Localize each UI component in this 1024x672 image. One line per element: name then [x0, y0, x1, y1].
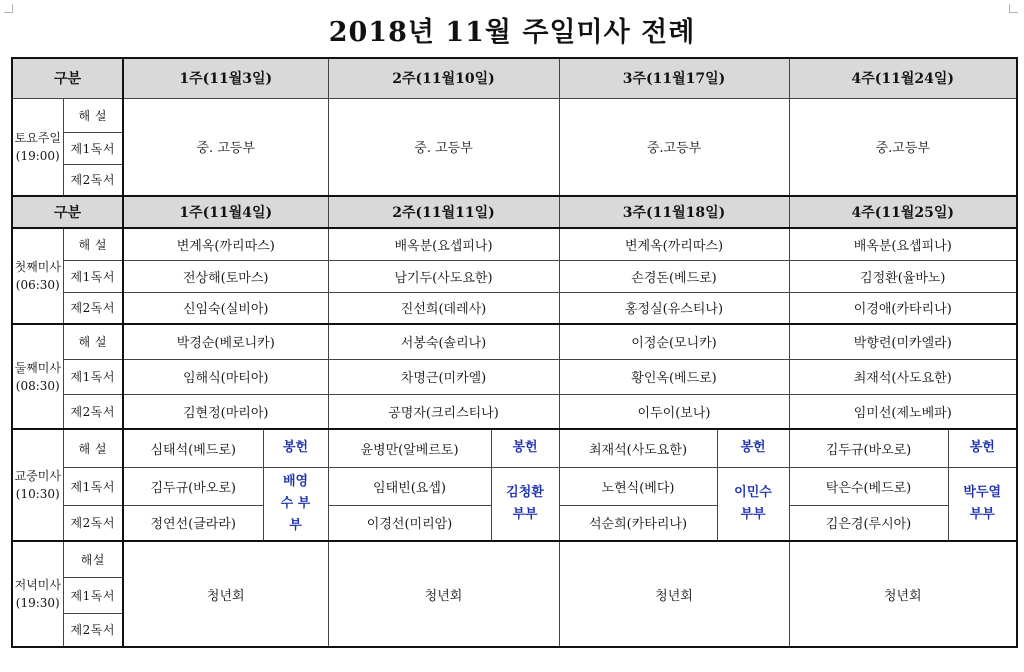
saturday-group-week-1: 중. 고등부	[123, 98, 328, 196]
evening-group-week-3: 청년회	[559, 541, 789, 647]
assignee-cell: 이경선(미리암)	[328, 505, 491, 541]
saturday-group-week-4: 중.고등부	[789, 98, 1017, 196]
offering-couple: 박두열 부부	[948, 467, 1017, 541]
role-first-reading: 제1독서	[63, 467, 123, 505]
role-first-reading: 제1독서	[63, 132, 123, 164]
role-commentary: 해 설	[63, 429, 123, 467]
saturday-group-week-3: 중.고등부	[559, 98, 789, 196]
assignee-cell: 정연선(글라라)	[123, 505, 263, 541]
assignee-cell: 이경애(카타리나)	[789, 292, 1017, 324]
offering-couple: 이민수 부부	[717, 467, 789, 541]
assignee-cell: 박향련(미카엘라)	[789, 324, 1017, 359]
assignee-cell: 탁은수(베드로)	[789, 467, 948, 505]
week-header-3: 3주(11월17일)	[559, 58, 789, 98]
header-row-saturday	[12, 58, 1017, 98]
role-first-reading: 제1독서	[63, 260, 123, 292]
week-header-4: 4주(11월25일)	[789, 196, 1017, 228]
assignee-cell: 김두규(바오로)	[123, 467, 263, 505]
offering-label: 봉헌	[263, 429, 328, 467]
assignee-cell: 신임숙(실비아)	[123, 292, 328, 324]
assignee-cell: 심태석(베드로)	[123, 429, 263, 467]
assignee-cell: 김현정(마리아)	[123, 394, 328, 429]
evening-group-week-4: 청년회	[789, 541, 1017, 647]
assignee-cell: 배옥분(요셉피나)	[328, 228, 559, 260]
second-mass-row-reading1	[12, 359, 1017, 394]
assignee-cell: 남기두(사도요한)	[328, 260, 559, 292]
assignee-cell: 이정순(모니카)	[559, 324, 789, 359]
assignee-cell: 홍정실(유스티나)	[559, 292, 789, 324]
assignee-cell: 임해식(마티아)	[123, 359, 328, 394]
saturday-row-commentary	[12, 98, 1017, 132]
second-mass-row-commentary	[12, 324, 1017, 359]
saturday-group-week-2: 중. 고등부	[328, 98, 559, 196]
header-label: 구분	[12, 196, 123, 228]
assignee-cell: 변계옥(까리따스)	[123, 228, 328, 260]
mass-time: (10:30)	[15, 487, 60, 501]
mass-time: (19:00)	[15, 148, 60, 163]
week-header-1: 1주(11월3일)	[123, 58, 328, 98]
assignee-cell: 임태빈(요셉)	[328, 467, 491, 505]
role-second-reading: 제2독서	[63, 164, 123, 196]
role-first-reading: 제1독서	[63, 359, 123, 394]
mass-name: 토요주일	[14, 130, 61, 145]
assignee-cell: 김은경(루시아)	[789, 505, 948, 541]
role-second-reading: 제2독서	[63, 505, 123, 541]
assignee-cell: 차명근(미카엘)	[328, 359, 559, 394]
first-mass-row-reading1	[12, 260, 1017, 292]
role-second-reading: 제2독서	[63, 292, 123, 324]
week-header-2: 2주(11월10일)	[328, 58, 559, 98]
role-commentary: 해설	[63, 541, 123, 577]
assignee-cell: 임미선(제노베파)	[789, 394, 1017, 429]
week-header-2: 2주(11월11일)	[328, 196, 559, 228]
assignee-cell: 손경돈(베드로)	[559, 260, 789, 292]
assignee-cell: 최재석(사도요한)	[559, 429, 717, 467]
assignee-cell: 최재석(사도요한)	[789, 359, 1017, 394]
mass-label-saturday	[12, 98, 63, 196]
offering-couple: 김청환 부부	[491, 467, 559, 541]
mass-label-second	[12, 324, 63, 429]
evening-group-week-1: 청년회	[123, 541, 328, 647]
week-header-3: 3주(11월18일)	[559, 196, 789, 228]
mass-time: (08:30)	[15, 378, 60, 393]
evening-mass-row-commentary	[12, 541, 1017, 577]
mass-name: 첫째미사	[14, 260, 61, 274]
week-header-4: 4주(11월24일)	[789, 58, 1017, 98]
role-commentary: 해 설	[63, 324, 123, 359]
assignee-cell: 진선희(데레사)	[328, 292, 559, 324]
role-second-reading: 제2독서	[63, 394, 123, 429]
week-header-1: 1주(11월4일)	[123, 196, 328, 228]
assignee-cell: 노현식(베다)	[559, 467, 717, 505]
header-row-sunday	[12, 196, 1017, 228]
mass-time: (06:30)	[15, 278, 60, 292]
main-mass-row-commentary	[12, 429, 1017, 467]
mass-name: 둘째미사	[14, 360, 61, 375]
assignee-cell: 석순희(카타리나)	[559, 505, 717, 541]
mass-name: 저녁미사	[14, 578, 61, 592]
offering-label: 봉헌	[948, 429, 1017, 467]
header-label: 구분	[12, 58, 123, 98]
offering-label: 봉헌	[491, 429, 559, 467]
assignee-cell: 박경순(베로니카)	[123, 324, 328, 359]
role-commentary: 해 설	[63, 98, 123, 132]
assignee-cell: 서봉숙(솔리나)	[328, 324, 559, 359]
offering-couple: 배영수 부부	[263, 467, 328, 541]
mass-time: (19:30)	[15, 596, 60, 610]
mass-label-main	[12, 429, 63, 541]
offering-label: 봉헌	[717, 429, 789, 467]
mass-name: 교중미사	[14, 469, 61, 483]
assignee-cell: 김정환(율바노)	[789, 260, 1017, 292]
main-mass-row-reading1	[12, 467, 1017, 505]
assignee-cell: 공명자(크리스티나)	[328, 394, 559, 429]
page-title: 2018년 11월 주일미사 전례	[328, 17, 696, 48]
assignee-cell: 황인옥(베드로)	[559, 359, 789, 394]
assignee-cell: 전상해(토마스)	[123, 260, 328, 292]
mass-label-evening	[12, 541, 63, 647]
assignee-cell: 김두규(바오로)	[789, 429, 948, 467]
role-commentary: 해 설	[63, 228, 123, 260]
assignee-cell: 변계옥(까리따스)	[559, 228, 789, 260]
role-first-reading: 제1독서	[63, 577, 123, 613]
first-mass-row-reading2	[12, 292, 1017, 324]
evening-group-week-2: 청년회	[328, 541, 559, 647]
role-second-reading: 제2독서	[63, 613, 123, 647]
mass-label-first	[12, 228, 63, 324]
assignee-cell: 이두이(보나)	[559, 394, 789, 429]
first-mass-row-commentary	[12, 228, 1017, 260]
assignee-cell: 윤병만(알베르토)	[328, 429, 491, 467]
second-mass-row-reading2	[12, 394, 1017, 429]
assignee-cell: 배옥분(요셉피나)	[789, 228, 1017, 260]
liturgy-schedule-table	[11, 57, 1018, 648]
